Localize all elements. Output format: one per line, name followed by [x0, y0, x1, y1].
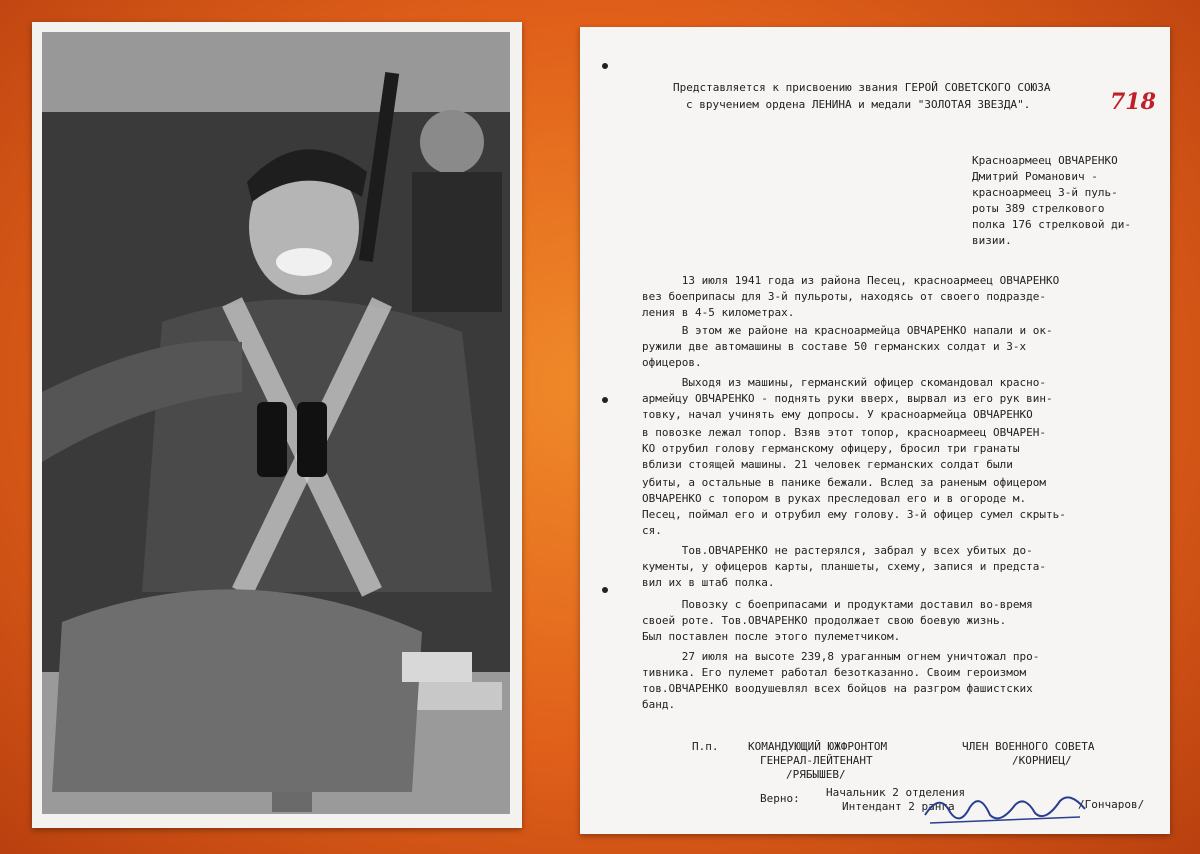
council-title: ЧЛЕН ВОЕННОГО СОВЕТА	[962, 740, 1095, 753]
header-line-2: с вручением ордена ЛЕНИНА и медали "ЗОЛОТАЯ ЗВЕЗДА".	[686, 98, 1031, 111]
punch-hole	[602, 587, 608, 593]
commander-name: /РЯБЫШЕВ/	[786, 768, 846, 781]
soldier-photo-drawing	[42, 32, 510, 814]
body-line: кументы, у офицеров карты, планшеты, схему, запися и предста-	[642, 560, 1046, 573]
subject-line: роты 389 стрелкового	[972, 202, 1105, 215]
body-line: вил их в штаб полка.	[642, 576, 775, 589]
body-line: своей роте. Тов.ОВЧАРЕНКО продолжает свою боевую жизнь.	[642, 614, 1007, 627]
header-line-1: Представляется к присвоению звания ГЕРОЙ СОВЕТСКОГО СОЮЗА	[673, 81, 1051, 94]
handwritten-signature	[920, 787, 1090, 827]
subject-line: полка 176 стрелковой ди-	[972, 218, 1131, 231]
signature-pp: П.п.	[692, 740, 719, 753]
body-line: Тов.ОВЧАРЕНКО не растерялся, забрал у всех убитых до-	[642, 544, 1033, 557]
body-line: ления в 4-5 километрах.	[642, 306, 795, 319]
body-line: товку, начал учинять ему допросы. У красноармейца ОВЧАРЕНКО	[642, 408, 1033, 421]
commander-rank: ГЕНЕРАЛ-ЛЕЙТЕНАНТ	[760, 754, 873, 767]
punch-hole	[602, 397, 608, 403]
body-line: КО отрубил голову германскому офицеру, бросил три гранаты	[642, 442, 1020, 455]
subject-line: красноармеец 3-й пуль-	[972, 186, 1118, 199]
chief-rank: Интендант 2 ранга	[842, 800, 955, 813]
body-line: 13 июля 1941 года из района Песец, красноармеец ОВЧАРЕНКО	[642, 274, 1060, 287]
body-line: банд.	[642, 698, 676, 711]
commander-title: КОМАНДУЮЩИЙ ЮЖФРОНТОМ	[748, 740, 888, 753]
body-line: офицеров.	[642, 356, 702, 369]
body-line: в повозке лежал топор. Взяв этот топор, красноармеец ОВЧАРЕН-	[642, 426, 1046, 439]
punch-hole	[602, 63, 608, 69]
body-line: вблизи стоящей машины. 21 человек германских солдат были	[642, 458, 1013, 471]
body-line: Повозку с боеприпасами и продуктами доставил во-время	[642, 598, 1033, 611]
subject-line: Дмитрий Романович -	[972, 170, 1098, 183]
verno-label: Верно:	[760, 792, 800, 805]
body-line: армейцу ОВЧАРЕНКО - поднять руки вверх, вырвал из его рук вин-	[642, 392, 1053, 405]
body-line: В этом же районе на красноармейца ОВЧАРЕНКО напали и ок-	[642, 324, 1053, 337]
photo-frame	[32, 22, 522, 828]
body-line: 27 июля на высоте 239,8 ураганным огнем уничтожал про-	[642, 650, 1040, 663]
document-number: 718	[1110, 89, 1156, 115]
subject-line: Красноармеец ОВЧАРЕНКО	[972, 154, 1118, 167]
subject-line: визии.	[972, 234, 1012, 247]
body-line: тивника. Его пулемет работал безотказанно. Своим героизмом	[642, 666, 1027, 679]
soldier-photo	[42, 32, 510, 814]
chief-title: Начальник 2 отделения	[826, 786, 966, 799]
body-line: убиты, а остальные в панике бежали. Вслед за раненым офицером	[642, 476, 1046, 489]
body-line: ружили две автомашины в составе 50 германских солдат и 3-х	[642, 340, 1027, 353]
body-line: ОВЧАРЕНКО с топором в руках преследовал его и в огороде м.	[642, 492, 1027, 505]
award-document	[580, 27, 1170, 834]
body-line: Был поставлен после этого пулеметчиком.	[642, 630, 901, 643]
body-line: Песец, поймал его и отрубил ему голову. 3-й офицер сумел скрыть-	[642, 508, 1066, 521]
body-line: тов.ОВЧАРЕНКО воодушевлял всех бойцов на разгром фашистских	[642, 682, 1033, 695]
council-name: /КОРНИЕЦ/	[1012, 754, 1072, 767]
chief-name: /Гончаров/	[1078, 798, 1145, 811]
body-line: ся.	[642, 524, 662, 537]
body-line: вез боеприпасы для 3-й пульроты, находясь от своего подразде-	[642, 290, 1046, 303]
body-line: Выходя из машины, германский офицер скомандовал красно-	[642, 376, 1046, 389]
